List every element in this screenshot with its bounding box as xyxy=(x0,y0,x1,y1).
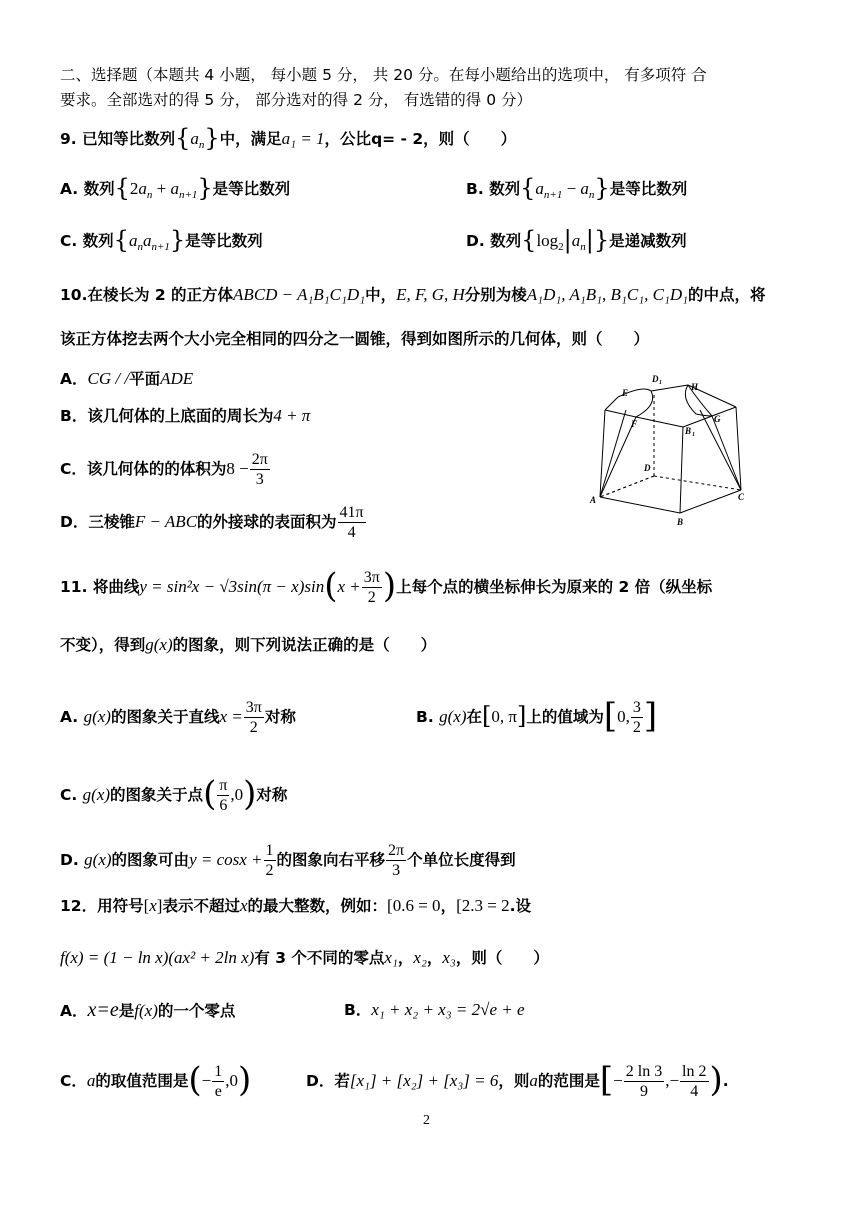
q10-option-d: D．三棱锥F − ABC的外接球的表面积为 $\frac{41\pi}{4}$ xyxy=(60,504,364,541)
q10-option-b: B．该几何体的上底面的周长为4 + π xyxy=(60,406,311,425)
label-b1-sub: 1 xyxy=(692,432,695,438)
q9-option-c: C. 数列$\{a_na_{n+1}\}$是等比数列 xyxy=(60,225,263,254)
label-g: G xyxy=(714,414,721,424)
label-b1: B xyxy=(685,426,692,436)
q12-option-a: A．x=e是f(x)的一个零点 xyxy=(60,999,236,1021)
label-b: B xyxy=(677,517,684,527)
page-number: 2 xyxy=(423,1113,430,1128)
q11-option-c: C. g(x)的图象关于点( $\frac{\pi}{6}$ ,0)对称 xyxy=(60,773,288,814)
label-d: D xyxy=(644,463,651,473)
label-a: A xyxy=(590,495,597,505)
q12-option-d: D．若[x₁] + [x₂] + [x₃] = 6，则a的范围是[− $\frac{2 \ln 3}{9}$ ,− $\frac{\ln 2}{4}$ ). xyxy=(306,1059,729,1100)
q11-stem-line1: 11. 将曲线y = sin²x − √3sin(π − x)sin(x + $\frac{3\pi}{2}$ )上每个点的横坐标伸长为原来的 2 倍（纵坐标 xyxy=(60,565,713,606)
q11-option-d: D. g(x)的图象可由y = cosx + $\frac{1}{2}$ 的图象向右平移 $\frac{2\pi}{3}$ 个单位长度得到 xyxy=(60,842,516,879)
label-d1: D xyxy=(652,374,659,384)
q9-option-d: D. 数列$\{\log_2|a_n|\}$是递减数列 xyxy=(466,225,687,254)
q11-option-b: B. g(x)在[0, π]上的值域为[0, $\frac{3}{2}$ ] xyxy=(416,695,658,736)
q10-option-a: A．CG / /平面ADE xyxy=(60,369,194,388)
section-header-line1: 二、选择题（本题共 4 小题， 每小题 5 分， 共 20 分。在每小题给出的选项中， 有多项符 合 xyxy=(60,66,707,84)
q12-option-b: B．x₁ + x₂ + x₃ = 2√e + e xyxy=(344,1000,525,1019)
q12-stem-line2: f(x) = (1 − ln x)(ax² + 2ln x)有 3 个不同的零点x₁，x₂，x₃，则（ ） xyxy=(60,948,549,967)
q10-option-c: C．该几何体的的体积为8 − $\frac{2\pi}{3}$ xyxy=(60,451,268,488)
q9-option-b: B. 数列$\{a_{n+1} - a_n\}$是等比数列 xyxy=(466,173,688,202)
q11-option-a: A. g(x)的图象关于直线x = $\frac{3\pi}{2}$ 对称 xyxy=(60,699,296,736)
label-f: F xyxy=(631,419,638,429)
q12-option-c: C．a的取值范围是(− $\frac{1}{e}$ ,0) xyxy=(60,1059,252,1100)
q10-stem-line2: 该正方体挖去两个大小完全相同的四分之一圆锥，得到如图所示的几何体，则（ ） xyxy=(60,330,650,348)
label-e: E xyxy=(622,388,629,398)
label-d1-sub: 1 xyxy=(659,380,662,386)
label-c: C xyxy=(738,492,745,502)
section-header-line2: 要求。全部选对的得 5 分， 部分选对的得 2 分， 有选错的得 0 分） xyxy=(60,91,533,109)
q10-stem-line1: 10.在棱长为 2 的正方体ABCD − A₁B₁C₁D₁中，E, F, G, H分别为棱A₁D₁, A₁B₁, B₁C₁, C₁D₁的中点，将 xyxy=(60,285,766,304)
q12-stem-line1: 12．用符号[x]表示不超过x的最大整数，例如：[0.6 = 0，[2.3 = 2.设 xyxy=(60,896,531,915)
q9-stem: 9. 已知等比数列$\{a_n\}$中，满足a₁ = 1，公比q= - 2，则（ ） xyxy=(60,123,517,152)
q11-stem-line2: 不变），得到g(x)的图象，则下列说法正确的是（ ） xyxy=(60,635,437,654)
q10-cube-figure xyxy=(588,370,758,530)
label-h: H xyxy=(691,382,699,392)
q9-option-a: A. 数列$\{2a_n + a_{n+1}\}$是等比数列 xyxy=(60,173,291,202)
